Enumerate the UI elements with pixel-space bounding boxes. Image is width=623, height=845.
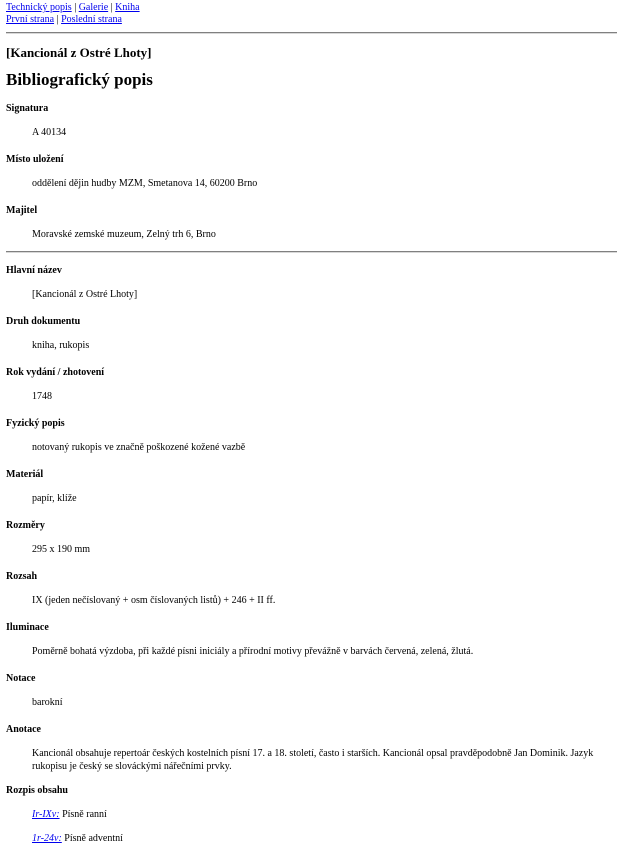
nav-separator: | <box>110 2 113 13</box>
field-label: Hlavní název <box>6 265 62 276</box>
field-value: 295 x 190 mm <box>32 544 91 555</box>
link-first-page[interactable]: První strana <box>6 14 55 25</box>
contents-item-text: Písně adventní <box>61 833 123 844</box>
field-value: Poměrně bohatá výzdoba, při každé písni iniciály a přírodní motivy převážně v barvách červená, zelená, žlutá. <box>32 646 474 657</box>
field-value: papír, klíže <box>32 493 77 504</box>
contents-label: Rozpis obsahu <box>6 785 68 796</box>
link-book[interactable]: Kniha <box>115 2 140 13</box>
field-value: kniha, rukopis <box>32 340 90 351</box>
contents-link[interactable]: 1r-24v: <box>32 833 62 844</box>
field-label: Notace <box>6 673 36 684</box>
field-value: A 40134 <box>32 127 67 138</box>
nav-separator: | <box>56 14 59 25</box>
field-label: Rozsah <box>6 571 38 582</box>
contents-item <box>32 832 617 845</box>
link-technical-description[interactable]: Technický popis <box>6 2 72 13</box>
field-value: notovaný rukopis ve značně poškozené kožené vazbě <box>32 442 246 453</box>
field-label: Iluminace <box>6 622 49 633</box>
field-label: Anotace <box>6 724 41 735</box>
link-last-page[interactable]: Poslední strana <box>61 14 122 25</box>
section-heading: Bibliografický popis <box>6 70 153 89</box>
contents-link[interactable]: Ir-IXv: <box>32 809 60 820</box>
field-label: Druh dokumentu <box>6 316 81 327</box>
field-label: Fyzický popis <box>6 418 65 429</box>
field-value: IX (jeden nečíslovaný + osm číslovaných listů) + 246 + II ff. <box>32 595 276 606</box>
contents-item <box>32 808 617 821</box>
field-value: barokní <box>32 697 63 708</box>
field-value: [Kancionál z Ostré Lhoty] <box>32 289 138 300</box>
nav-row-2 <box>6 14 617 26</box>
field-label: Materiál <box>6 469 44 480</box>
field-label: Majitel <box>6 205 38 216</box>
field-value: Moravské zemské muzeum, Zelný trh 6, Brno <box>32 229 216 240</box>
table-of-contents <box>6 785 617 845</box>
field-label: Rozměry <box>6 520 45 531</box>
link-gallery[interactable]: Galerie <box>78 2 109 13</box>
field-value: oddělení dějin hudby MZM, Smetanova 14, 60200 Brno <box>32 178 258 189</box>
field-label: Rok vydání / zhotovení <box>6 367 105 378</box>
bibliographic-details <box>6 265 617 773</box>
document-title: [Kancionál z Ostré Lhoty] <box>6 45 152 60</box>
nav-row-1 <box>6 2 617 14</box>
field-value: 1748 <box>32 391 52 402</box>
divider <box>6 251 617 253</box>
field-label: Místo uložení <box>6 154 64 165</box>
nav-separator: | <box>74 2 77 13</box>
holding-info <box>6 103 617 241</box>
field-label: Signatura <box>6 103 49 114</box>
contents-item-text: Písně ranní <box>59 809 107 820</box>
divider <box>6 32 617 34</box>
top-navigation <box>6 2 617 26</box>
field-value: Kancionál obsahuje repertoár českých kostelních písní 17. a 18. století, často i starších. Kancionál opsal pravděpodobně Jan Dominik. Jazyk rukopisu je český se slováckými nářečními prvky. <box>32 748 594 772</box>
